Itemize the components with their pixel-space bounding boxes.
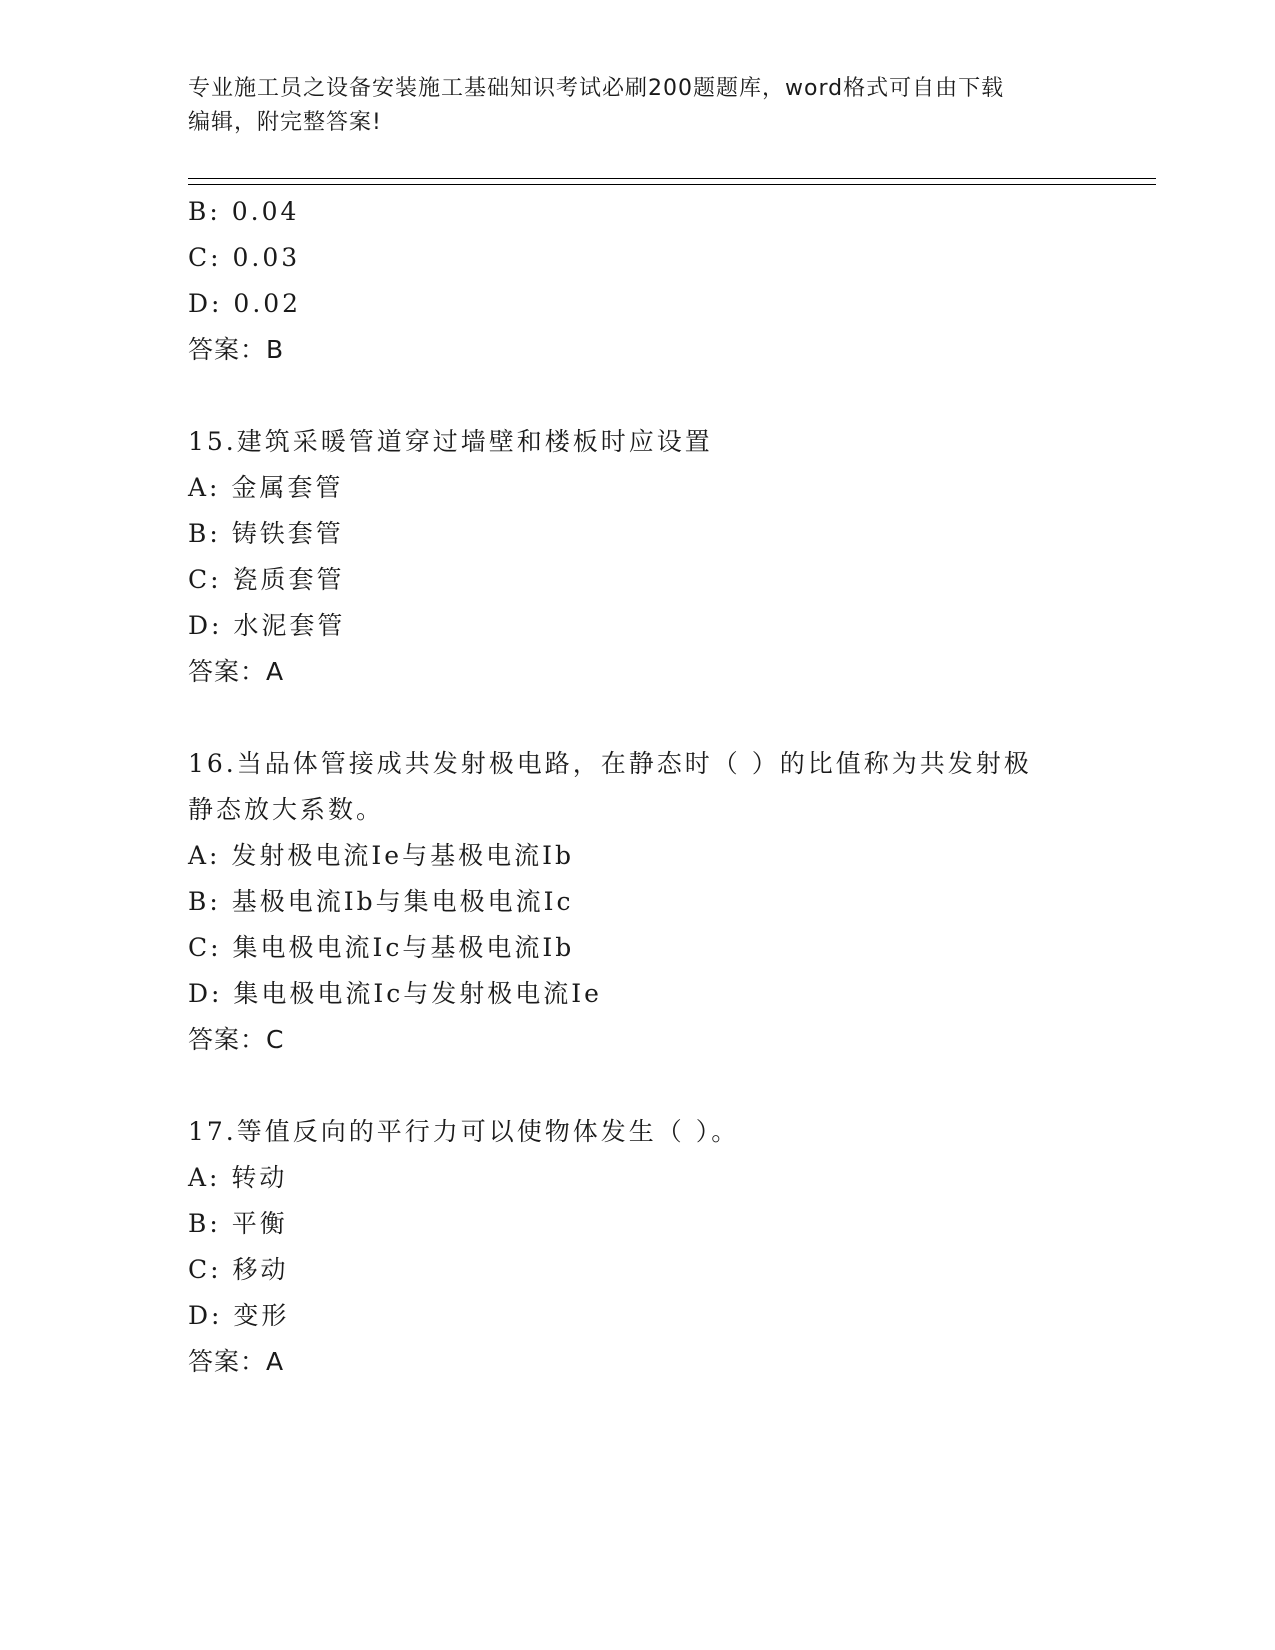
question-text-line-2: 静态放大系数。 xyxy=(188,795,385,824)
option-a: A: 金属套管 xyxy=(188,473,344,502)
answer-line: 答案：A xyxy=(188,657,285,686)
answer-line: 答案：A xyxy=(188,1347,285,1376)
option-c: C: 瓷质套管 xyxy=(188,565,345,594)
option-c: C: 0.03 xyxy=(188,243,301,272)
question-text-line-1: 16.当品体管接成共发射极电路，在静态时（ ）的比值称为共发射极 xyxy=(188,749,1032,778)
question-text: 17.等值反向的平行力可以使物体发生（ ）。 xyxy=(188,1117,740,1146)
answer-line: 答案：C xyxy=(188,1025,285,1054)
option-d: D: 变形 xyxy=(188,1301,290,1330)
header-line-1: 专业施工员之设备安装施工基础知识考试必刷200题题库，word格式可自由下载 xyxy=(188,76,1005,101)
document-header xyxy=(188,72,1088,140)
option-b: B: 基极电流Ib与集电极电流Ic xyxy=(188,887,574,916)
header-divider-top xyxy=(188,178,1156,179)
question-16 xyxy=(188,741,1128,1063)
option-a: A: 发射极电流Ie与基极电流Ib xyxy=(188,841,574,870)
option-c: C: 集电极电流Ic与基极电流Ib xyxy=(188,933,575,962)
answer-line: 答案：B xyxy=(188,335,285,364)
question-17 xyxy=(188,1109,1128,1385)
header-line-2: 编辑，附完整答案! xyxy=(188,110,382,135)
option-d: D: 集电极电流Ic与发射极电流Ie xyxy=(188,979,602,1008)
option-a: A: 转动 xyxy=(188,1163,288,1192)
question-15 xyxy=(188,419,1128,695)
option-b: B: 铸铁套管 xyxy=(188,519,344,548)
question-list xyxy=(188,189,1128,1385)
option-d: D: 0.02 xyxy=(188,289,302,318)
option-b: B: 平衡 xyxy=(188,1209,288,1238)
option-c: C: 移动 xyxy=(188,1255,289,1284)
option-d: D: 水泥套管 xyxy=(188,611,346,640)
question-14-continued xyxy=(188,189,1128,373)
option-b: B: 0.04 xyxy=(188,197,300,226)
question-text: 15.建筑采暖管道穿过墙壁和楼板时应设置 xyxy=(188,427,713,456)
header-divider-bottom xyxy=(188,184,1156,185)
